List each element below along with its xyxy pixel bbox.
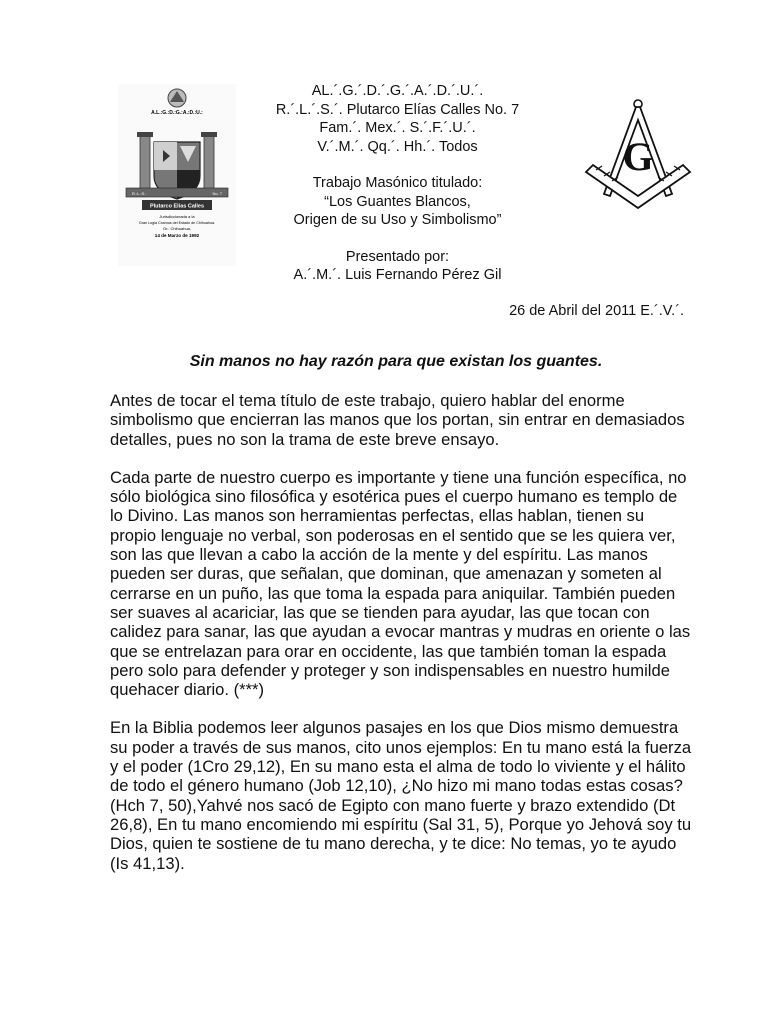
square-and-compass-icon (582, 98, 694, 210)
document-date: 26 de Abril del 2011 E.´.V.´. (509, 303, 684, 319)
right-column-icon (204, 136, 214, 196)
svg-text:Or.: Chihuahua,: Or.: Chihuahua, (162, 226, 192, 231)
svg-text:No. 7: No. 7 (212, 191, 222, 196)
seal-arc-text: A.L.:G.:D.:G.:A.:D.:U.: (151, 110, 203, 116)
presenter-name: A.´.M.´. Luis Fernando Pérez Gil (293, 267, 502, 283)
work-title: “Los Guantes Blancos, (324, 193, 471, 210)
document-tagline: Sin manos no hay razón para que existan los guantes. (189, 353, 603, 370)
eye-of-providence-icon (168, 89, 186, 107)
presenter-label: Presentado por: (345, 248, 450, 265)
header-line: V.´.M.´. Qq.´. Hh.´. Todos (317, 138, 478, 155)
work-subtitle: Origen de su Uso y Simbolismo” (293, 212, 502, 228)
letter-g-text: G (622, 134, 654, 179)
body-paragraph: Cada parte de nuestro cuerpo es importante y tiene una función específica, no sólo biológica sino filosófica y esotérica pues el cuerpo humano es templo de lo Divino. Las manos son herramientas perfectas, ellas hablan, tienen su propio lenguaje no verbal, son poderosas en el sentido que se les quiera ver, son las que llevan a cabo la acción de la mente y del espíritu. Las manos pueden ser duras, que señalan, que dominan, que amenazan y someten al cerrarse en un puño, las que toma la espada para aniquilar. También pueden ser suaves al acariciar, las que se tienden para ayudar, las que tocan con calidez para sanar, las que ayudan a evocar mantras y mudras en oriente o las que se entrelazan para orar en occidente, las que también toman la espada pero solo para defender y proteger y son indispensables en nuestro humilde quehacer diario. (***) (110, 467, 691, 700)
document-body (110, 391, 692, 892)
left-column-icon (140, 136, 150, 196)
svg-text:R.:L.:S.:: R.:L.:S.: (132, 191, 147, 196)
lodge-seal-logo (118, 84, 236, 266)
document-header (250, 82, 545, 285)
seal-banner-text: Plutarco Elías Calles (149, 203, 205, 210)
svg-text:14 de Marzo de 1992: 14 de Marzo de 1992 (154, 233, 200, 238)
body-paragraph: En la Biblia podemos leer algunos pasajes en los que Dios mismo demuestra su poder a través de sus manos, cito unos ejemplos: En tu mano está la fuerza y el poder (1Cro 29,12), En su mano esta el alma de todo lo viviente y el hálito de todo el género humano (Job 12,10), ¿No hizo mi mano todas estas cosas? (Hch 7, 50),Yahvé nos sacó de Egipto con mano fuerte y brazo extendido (Dt 26,8), En tu mano encomiendo mi espíritu (Sal 31, 5), Porque yo Jehová soy tu Dios, quien te sostiene de tu mano derecha, y te dice: No temas, yo te ayudo (Is 41,13). (110, 718, 692, 873)
svg-text:Jurisdiccionada a la: Jurisdiccionada a la (159, 214, 195, 219)
header-line: AL.´.G.´.D.´.G.´.A.´.D.´.U.´. (311, 83, 484, 99)
header-line: Fam.´. Mex.´. S.´.F.´.U.´. (319, 120, 476, 136)
work-title-label: Trabajo Masónico titulado: (312, 175, 483, 191)
svg-text:Gran Logia Cosmos del Estado d: Gran Logia Cosmos del Estado de Chihuahua. (138, 221, 216, 225)
body-paragraph: Antes de tocar el tema título de este trabajo, quiero hablar del enorme simbolismo que encierran las manos que los portan, sin entrar en demasiados detalles, pues no son la trama de este breve ensayo. (110, 391, 685, 449)
header-line: R.´.L.´.S.´. Plutarco Elías Calles No. 7 (275, 101, 520, 118)
